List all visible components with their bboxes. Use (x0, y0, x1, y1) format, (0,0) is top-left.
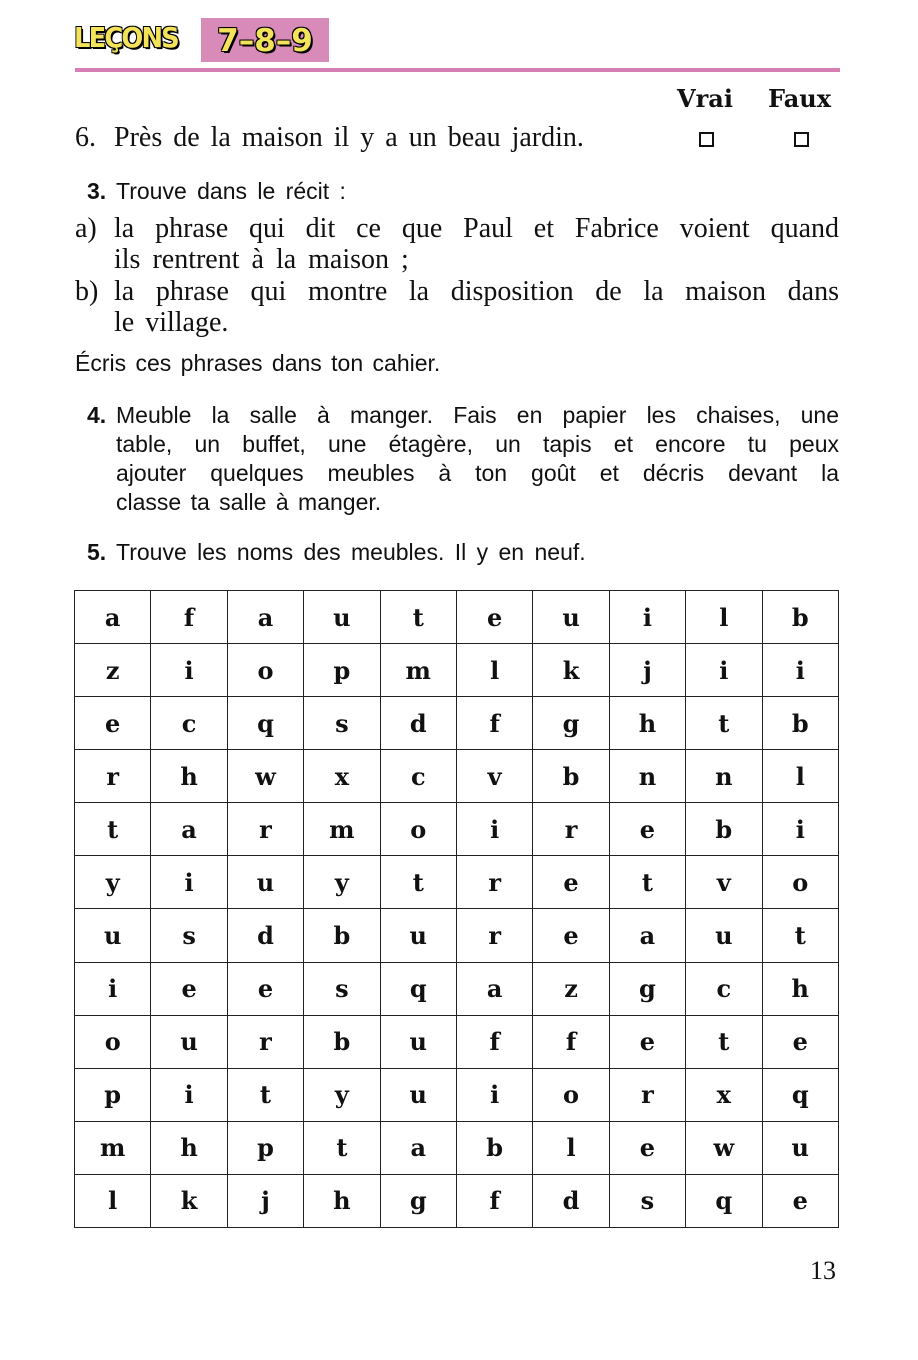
grid-cell: a (75, 591, 151, 644)
grid-cell: o (533, 1068, 609, 1121)
grid-cell: t (227, 1068, 303, 1121)
exercise-5-number: 5. (87, 539, 107, 565)
exercise-3-item-b-label: b) (75, 276, 99, 307)
grid-cell: q (762, 1068, 838, 1121)
grid-cell: u (304, 591, 380, 644)
grid-cell: u (762, 1121, 838, 1174)
grid-cell: s (609, 1174, 685, 1227)
exercise-4-line3: ajouter quelques meubles à ton goût et décris devant la (116, 460, 839, 486)
grid-cell: c (151, 697, 227, 750)
grid-cell: t (762, 909, 838, 962)
vrai-checkbox[interactable] (699, 132, 714, 147)
grid-cell: j (227, 1174, 303, 1227)
grid-cell: e (533, 909, 609, 962)
grid-row (75, 750, 839, 803)
grid-cell: r (456, 909, 532, 962)
grid-cell: y (304, 1068, 380, 1121)
grid-cell: c (380, 750, 456, 803)
exercise-5-text: Trouve les noms des meubles. Il y en neuf. (116, 539, 586, 565)
grid-cell: e (533, 856, 609, 909)
grid-cell: r (533, 803, 609, 856)
vrai-column-label: Vrai (677, 84, 733, 113)
grid-cell: s (304, 697, 380, 750)
grid-cell: r (227, 1015, 303, 1068)
grid-cell: t (609, 856, 685, 909)
grid-cell: e (762, 1015, 838, 1068)
grid-cell: g (380, 1174, 456, 1227)
grid-cell: b (533, 750, 609, 803)
grid-cell: p (304, 644, 380, 697)
grid-cell: o (227, 644, 303, 697)
exercise-4-number: 4. (87, 402, 107, 428)
grid-cell: i (456, 1068, 532, 1121)
grid-cell: m (304, 803, 380, 856)
grid-cell: t (380, 591, 456, 644)
grid-cell: f (456, 1015, 532, 1068)
grid-cell: m (380, 644, 456, 697)
grid-cell: a (456, 962, 532, 1015)
faux-column-label: Faux (768, 84, 832, 113)
exercise-3-title: Trouve dans le récit : (116, 178, 346, 204)
exercise-3-item-a-line2: ils rentrent à la maison ; (114, 244, 409, 275)
grid-cell: e (227, 962, 303, 1015)
grid-cell: b (456, 1121, 532, 1174)
grid-cell: i (151, 1068, 227, 1121)
grid-cell: i (762, 803, 838, 856)
exercise-3-item-a-label: a) (75, 213, 97, 244)
grid-cell: x (304, 750, 380, 803)
grid-cell: z (75, 644, 151, 697)
grid-cell: v (456, 750, 532, 803)
grid-cell: x (686, 1068, 762, 1121)
grid-cell: l (533, 1121, 609, 1174)
grid-row (75, 697, 839, 750)
grid-cell: f (456, 1174, 532, 1227)
grid-cell: l (762, 750, 838, 803)
faux-checkbox[interactable] (794, 132, 809, 147)
grid-cell: b (762, 697, 838, 750)
grid-cell: c (686, 962, 762, 1015)
grid-cell: i (686, 644, 762, 697)
grid-cell: h (762, 962, 838, 1015)
exercise-3-item-b-line2: le village. (114, 307, 229, 338)
grid-cell: k (151, 1174, 227, 1227)
exercise-4-line4: classe ta salle à manger. (116, 489, 382, 515)
grid-cell: e (456, 591, 532, 644)
grid-cell: w (686, 1121, 762, 1174)
exercise-4-line1: Meuble la salle à manger. Fais en papier les chaises, une (116, 402, 839, 428)
grid-cell: a (227, 591, 303, 644)
exercise-3-item-b-line1: la phrase qui montre la disposition de la maison dans (114, 276, 839, 307)
grid-cell: n (609, 750, 685, 803)
grid-cell: t (686, 1015, 762, 1068)
grid-cell: l (686, 591, 762, 644)
grid-cell: z (533, 962, 609, 1015)
grid-cell: r (609, 1068, 685, 1121)
grid-cell: m (75, 1121, 151, 1174)
grid-cell: r (227, 803, 303, 856)
grid-cell: q (380, 962, 456, 1015)
grid-cell: i (75, 962, 151, 1015)
grid-cell: q (686, 1174, 762, 1227)
exercise-3-item-a-line1: la phrase qui dit ce que Paul et Fabrice voient quand (114, 213, 839, 244)
grid-row (75, 962, 839, 1015)
grid-cell: p (75, 1068, 151, 1121)
word-search-grid (74, 590, 839, 1228)
grid-cell: l (75, 1174, 151, 1227)
grid-cell: s (304, 962, 380, 1015)
grid-cell: a (380, 1121, 456, 1174)
grid-cell: t (75, 803, 151, 856)
grid-row (75, 591, 839, 644)
grid-cell: b (304, 1015, 380, 1068)
grid-cell: h (609, 697, 685, 750)
lesson-numbers: 7–8–9 (217, 23, 313, 59)
grid-row (75, 803, 839, 856)
grid-cell: e (151, 962, 227, 1015)
grid-cell: u (75, 909, 151, 962)
exercise-3-number: 3. (87, 178, 107, 204)
grid-cell: h (151, 1121, 227, 1174)
grid-cell: l (456, 644, 532, 697)
grid-cell: h (304, 1174, 380, 1227)
grid-cell: y (304, 856, 380, 909)
grid-cell: t (686, 697, 762, 750)
grid-cell: d (227, 909, 303, 962)
grid-cell: i (151, 856, 227, 909)
grid-cell: y (75, 856, 151, 909)
grid-cell: e (762, 1174, 838, 1227)
grid-cell: i (762, 644, 838, 697)
grid-cell: u (151, 1015, 227, 1068)
grid-row (75, 1174, 839, 1227)
grid-cell: w (227, 750, 303, 803)
grid-cell: s (151, 909, 227, 962)
grid-row (75, 1068, 839, 1121)
grid-cell: t (380, 856, 456, 909)
grid-cell: b (304, 909, 380, 962)
grid-cell: r (75, 750, 151, 803)
header-divider (75, 68, 840, 72)
grid-cell: e (609, 1015, 685, 1068)
grid-cell: u (380, 909, 456, 962)
grid-cell: b (762, 591, 838, 644)
grid-cell: q (227, 697, 303, 750)
exercise-3-footer: Écris ces phrases dans ton cahier. (75, 350, 441, 376)
grid-cell: v (686, 856, 762, 909)
grid-row (75, 1121, 839, 1174)
grid-cell: u (380, 1015, 456, 1068)
grid-row (75, 1015, 839, 1068)
grid-cell: e (609, 803, 685, 856)
grid-cell: p (227, 1121, 303, 1174)
grid-cell: f (456, 697, 532, 750)
true-false-item-number: 6. (75, 122, 96, 153)
grid-cell: j (609, 644, 685, 697)
grid-row (75, 644, 839, 697)
grid-cell: u (533, 591, 609, 644)
exercise-4-line2: table, un buffet, une étagère, un tapis et encore tu peux (116, 431, 839, 457)
grid-cell: n (686, 750, 762, 803)
grid-cell: u (380, 1068, 456, 1121)
lesson-heading: LEÇONS (74, 21, 178, 54)
grid-cell: o (380, 803, 456, 856)
grid-cell: d (380, 697, 456, 750)
grid-cell: i (151, 644, 227, 697)
grid-cell: b (686, 803, 762, 856)
grid-cell: d (533, 1174, 609, 1227)
grid-cell: o (762, 856, 838, 909)
grid-cell: i (609, 591, 685, 644)
grid-cell: e (75, 697, 151, 750)
grid-cell: u (227, 856, 303, 909)
grid-cell: o (75, 1015, 151, 1068)
grid-cell: f (533, 1015, 609, 1068)
grid-cell: g (609, 962, 685, 1015)
grid-row (75, 909, 839, 962)
grid-cell: t (304, 1121, 380, 1174)
grid-row (75, 856, 839, 909)
grid-cell: k (533, 644, 609, 697)
grid-cell: a (609, 909, 685, 962)
true-false-item-text: Près de la maison il y a un beau jardin. (114, 122, 584, 153)
grid-cell: i (456, 803, 532, 856)
grid-cell: a (151, 803, 227, 856)
grid-cell: g (533, 697, 609, 750)
grid-cell: u (686, 909, 762, 962)
grid-cell: r (456, 856, 532, 909)
grid-cell: h (151, 750, 227, 803)
grid-cell: f (151, 591, 227, 644)
grid-cell: e (609, 1121, 685, 1174)
page-number: 13 (810, 1256, 836, 1285)
